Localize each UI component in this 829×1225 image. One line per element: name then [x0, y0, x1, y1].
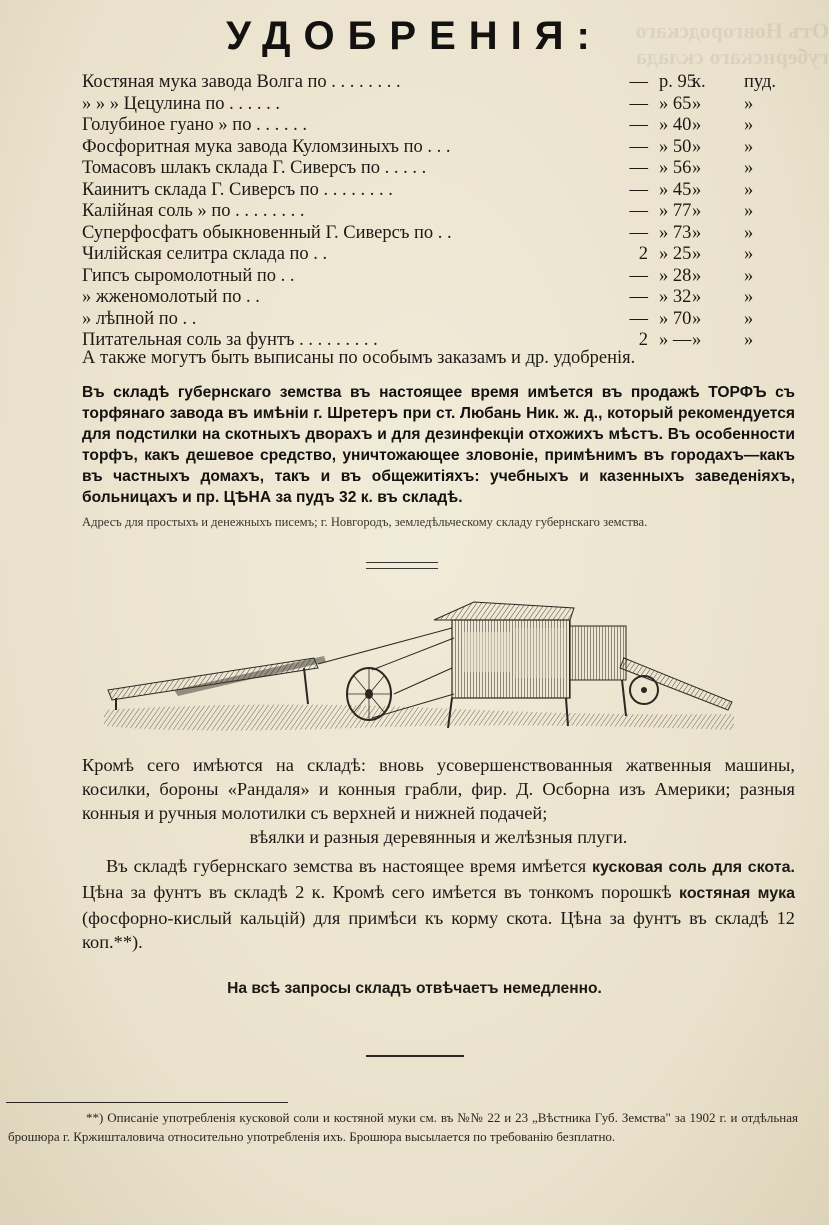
item-kop-unit: »: [692, 244, 702, 264]
double-rule-divider: [366, 562, 438, 569]
price-row: [82, 180, 772, 202]
item-kop-unit: »: [692, 265, 702, 286]
item-rub-value: 2: [638, 244, 648, 264]
item-measure: »: [744, 179, 754, 200]
price-list: [82, 72, 777, 352]
price-row: [82, 72, 777, 94]
item-rub-value: —: [629, 222, 648, 243]
item-name: Костяная мука завода Волга по . . . . . . . .: [82, 72, 401, 92]
item-kop-value: р. 95: [659, 72, 696, 92]
item-kop-unit: »: [692, 287, 702, 307]
item-kop-unit: »: [692, 330, 702, 350]
implements-last-line: вѣялки и разныя деревянныя и желѣзныя плуги.: [249, 827, 628, 847]
item-measure: »: [744, 244, 754, 264]
item-name: » лѣпной по . .: [82, 308, 197, 329]
item-rub-value: —: [629, 72, 648, 92]
item-kop-unit: к.: [692, 72, 706, 92]
implements-paragraph: [82, 753, 795, 849]
item-rub-value: —: [629, 115, 648, 135]
price-row: [82, 115, 772, 137]
item-name: » жженомолотый по . .: [82, 287, 260, 307]
item-name: Чилійская селитра склада по . .: [82, 244, 328, 264]
item-measure: »: [744, 330, 754, 350]
price-row: [82, 158, 772, 180]
item-rub-value: —: [629, 308, 648, 329]
threshing-machine-illustration: [104, 598, 734, 736]
price-row: [82, 244, 772, 266]
item-name: » » » Цецулина по . . . . . .: [82, 93, 281, 114]
item-measure: »: [744, 115, 754, 135]
item-kop-value: » 40: [659, 115, 692, 135]
item-kop-unit: »: [692, 308, 702, 329]
section-rule: [366, 1055, 464, 1057]
bleed-through-text: Отъ Новгородскаго губернскаго склада: [635, 18, 829, 69]
item-name: Питательная соль за фунтъ . . . . . . . . .: [82, 330, 378, 350]
price-row: [82, 223, 772, 245]
item-rub-value: —: [629, 93, 648, 114]
price-row: [82, 266, 772, 288]
item-name: Голубиное гуано » по . . . . . .: [82, 115, 307, 135]
item-rub-value: —: [629, 136, 648, 157]
item-kop-unit: »: [692, 179, 702, 200]
item-name: Каинитъ склада Г. Сиверсъ по . . . . . . . .: [82, 179, 393, 200]
item-kop-value: » 45: [659, 179, 692, 200]
item-kop-value: » —: [659, 330, 692, 350]
salt-paragraph: [82, 854, 795, 954]
price-row: [82, 287, 772, 309]
item-name: Томасовъ шлакъ склада Г. Сиверсъ по . . . . .: [82, 158, 427, 178]
item-measure: »: [744, 287, 754, 307]
peat-announcement: Въ складѣ губернскаго земства въ настоящее время имѣется въ продажѣ ТОРФЪ съ торфянаго завода въ имѣніи г. Шретеръ при ст. Любань Ник. ж. д., который рекомендуется для подстилки на скотныхъ дворахъ и для дезинфекціи отхожихъ мѣстъ. Въ особенности торфъ, какъ дешевое средство, уничтожающее зловоніе, примѣнимъ въ городахъ—какъ въ частныхъ домахъ, такъ и въ общежитіяхъ: учебныхъ и казенныхъ заведеніяхъ, больницахъ и пр. ЦѢНА за пудъ 32 к. въ складѣ.: [82, 384, 795, 506]
item-name: Гипсъ сыромолотный по . .: [82, 265, 295, 286]
price-row: [82, 137, 772, 159]
item-kop-value: » 25: [659, 244, 692, 264]
item-kop-value: » 65: [659, 93, 692, 114]
price-row: [82, 309, 772, 331]
item-rub-value: —: [629, 179, 648, 200]
price-row: [82, 94, 772, 116]
item-measure: »: [744, 158, 754, 178]
postal-address: Адресъ для простыхъ и денежныхъ писемъ; г. Новгородъ, земледѣльческому складу губернскаго земства.: [82, 515, 648, 529]
item-measure: »: [744, 308, 754, 329]
item-kop-unit: »: [692, 201, 702, 221]
extra-order-note: А также могутъ быть выписаны по особымъ заказамъ и др. удобренія.: [82, 348, 636, 368]
item-kop-unit: »: [692, 115, 702, 135]
salt-text-3: (фосфорно-кислый кальцій) для примѣси къ корму скота. Цѣна за фунтъ въ складѣ 12 коп.**).: [82, 908, 795, 952]
reply-notice: На всѣ запросы складъ отвѣчаетъ немедленно.: [227, 980, 602, 997]
item-kop-value: » 73: [659, 222, 692, 243]
salt-text-1: Въ складѣ губернскаго земства въ настоящее время имѣется: [106, 856, 593, 876]
item-rub-value: —: [629, 201, 648, 221]
item-measure: »: [744, 265, 754, 286]
item-rub-value: —: [629, 265, 648, 286]
item-rub-value: —: [629, 158, 648, 178]
page-title: УДОБРЕНІЯ:: [226, 14, 603, 58]
item-kop-unit: »: [692, 158, 702, 178]
item-kop-value: » 50: [659, 136, 692, 157]
footnote: **) Описаніе употребленія кусковой соли и костяной муки см. въ №№ 22 и 23 „Вѣстника Губ. Земства" за 1902 г. и отдѣльная брошюра г. Кржишталовича относительно употребленія ихъ. Брошюра высылается по требованію безплатно.: [8, 1110, 798, 1144]
item-kop-value: » 28: [659, 265, 692, 286]
footnote-rule: [6, 1102, 288, 1103]
item-kop-unit: »: [692, 93, 702, 114]
item-measure: »: [744, 93, 754, 114]
item-measure: пуд.: [744, 72, 777, 92]
item-kop-value: » 32: [659, 287, 692, 307]
item-kop-unit: »: [692, 136, 702, 157]
item-name: Фосфоритная мука завода Куломзиныхъ по . . .: [82, 136, 451, 157]
item-kop-unit: »: [692, 222, 702, 243]
item-rub-value: 2: [638, 330, 648, 350]
item-kop-value: » 77: [659, 201, 692, 221]
item-rub-value: —: [629, 287, 648, 307]
item-name: Суперфосфатъ обыкновенный Г. Сиверсъ по . .: [82, 222, 452, 243]
item-measure: »: [744, 136, 754, 157]
salt-bold-2: костяная мука: [679, 885, 795, 902]
item-name: Калійная соль » по . . . . . . . .: [82, 201, 305, 221]
salt-bold-1: кусковая соль для скота.: [592, 859, 795, 876]
item-kop-value: » 56: [659, 158, 692, 178]
implements-text: Кромѣ сего имѣются на складѣ: вновь усовершенствованныя жатвенныя машины, косилки, бороны «Рандаля» и конныя грабли, фир. Д. Осборна изъ Америки; разныя конныя и ручныя молотилки съ верхней и нижней подачей;: [82, 755, 795, 823]
item-measure: »: [744, 222, 754, 243]
item-measure: »: [744, 201, 754, 221]
item-kop-value: » 70: [659, 308, 692, 329]
price-row: [82, 201, 772, 223]
salt-text-2: Цѣна за фунтъ въ складѣ 2 к. Кромѣ сего имѣется въ тонкомъ порошкѣ: [82, 882, 680, 902]
